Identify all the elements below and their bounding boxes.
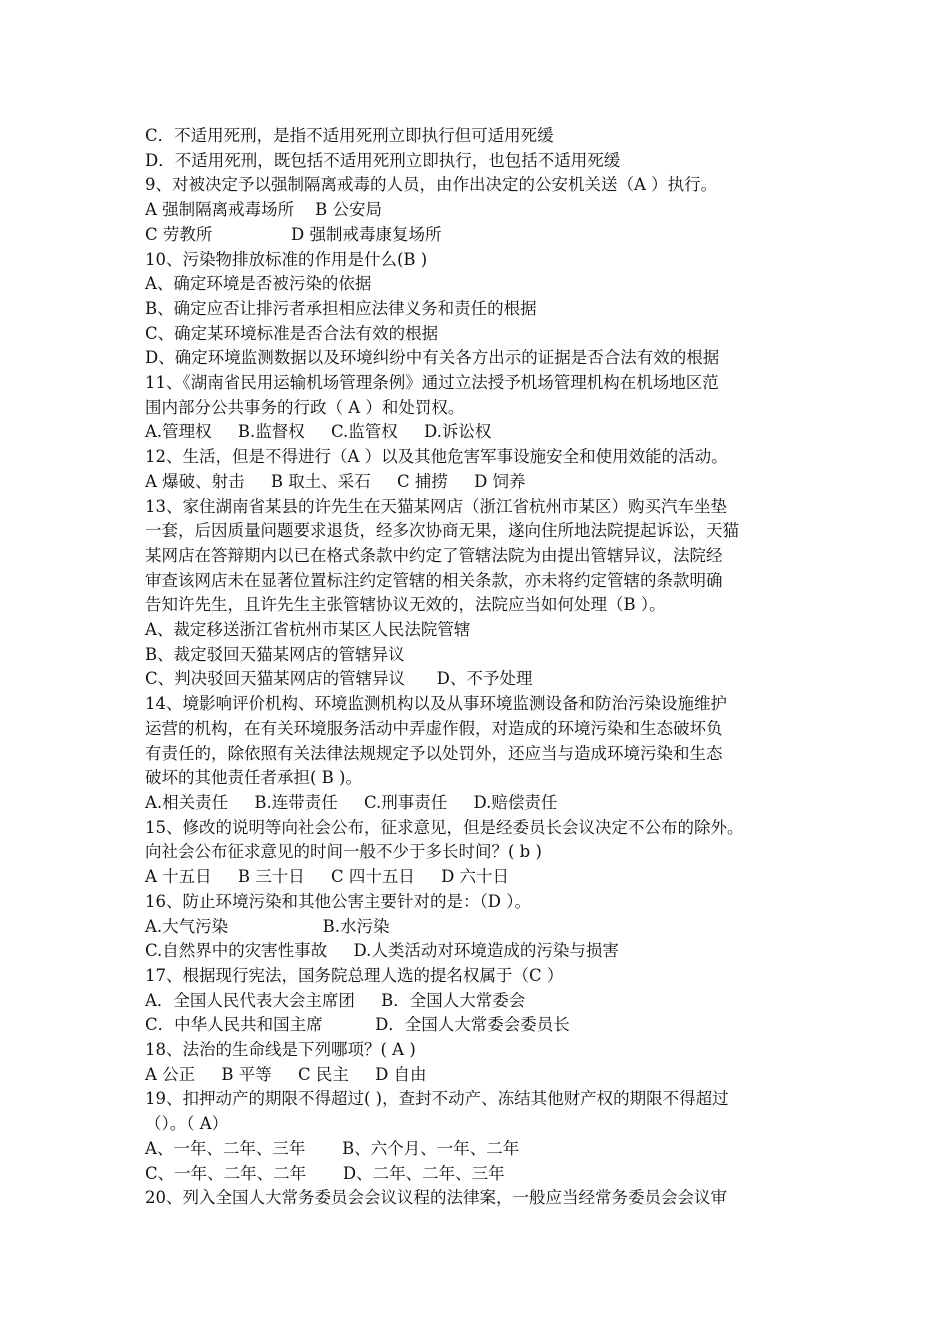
text-line: D、确定环境监测数据以及环境纠纷中有关各方出示的证据是否合法有效的根据 (145, 348, 720, 368)
text-line: 14、境影响评价机构、环境监测机构以及从事环境监测设备和防治污染设施维护 (145, 694, 727, 714)
text-line: A 公正 B 平等 C 民主 D 自由 (145, 1064, 427, 1084)
text-line: 9、对被决定予以强制隔离戒毒的人员，由作出决定的公安机关送（A ）执行。 (145, 175, 718, 195)
text-line: 13、家住湖南省某县的许先生在天猫某网店（浙江省杭州市某区）购买汽车坐垫 (145, 496, 727, 516)
text-line: A 十五日 B 三十日 C 四十五日 D 六十日 (145, 867, 510, 887)
text-line: 17、根据现行宪法，国务院总理人选的提名权属于（C ） (145, 965, 564, 985)
text-line: 16、防止环境污染和其他公害主要针对的是：（D ）。 (145, 891, 531, 911)
text-line: 有责任的，除依照有关法律法规规定予以处罚外，还应当与造成环境污染和生态 (145, 743, 723, 763)
document-page (145, 124, 825, 1211)
text-line: A 爆破、射击 B 取土、采石 C 捕捞 D 饲养 (145, 471, 526, 491)
text-line: 运营的机构，在有关环境服务活动中弄虚作假，对造成的环境污染和生态破坏负 (145, 718, 723, 738)
text-line: C．不适用死刑，是指不适用死刑立即执行但可适用死缓 (145, 126, 554, 145)
text-line: 12、生活，但是不得进行（A ）以及其他危害军事设施安全和使用效能的活动。 (145, 447, 728, 467)
text-line: A、确定环境是否被污染的依据 (145, 274, 372, 294)
text-line: D．不适用死刑，既包括不适用死刑立即执行，也包括不适用死缓 (145, 150, 621, 170)
text-line: A、裁定移送浙江省杭州市某区人民法院管辖 (145, 620, 471, 640)
text-line: 18、法治的生命线是下列哪项？( A ) (145, 1040, 416, 1060)
text-line: C．中华人民共和国主席 D．全国人大常委会委员长 (145, 1015, 570, 1035)
text-line: 向社会公布征求意见的时间一般不少于多长时间？( b ) (145, 842, 542, 862)
text-line: 一套，后因质量问题要求退货，经多次协商无果，遂向住所地法院提起诉讼，天猫 (145, 521, 739, 541)
text-line: C、确定某环境标准是否合法有效的根据 (145, 323, 439, 343)
text-line: C、判决驳回天猫某网店的管辖异议 D、不予处理 (145, 669, 533, 689)
text-line: 围内部分公共事务的行政（ A ）和处罚权。 (145, 397, 465, 417)
text-line: 告知许先生，且许先生主张管辖协议无效的，法院应当如何处理（B ）。 (145, 595, 666, 615)
text-line: C、一年、二年、二年 D、二年、二年、三年 (145, 1163, 505, 1183)
text-line: 某网店在答辩期内以已在格式条款中约定了管辖法院为由提出管辖异议，法院经 (145, 545, 723, 565)
text-line: 15、修改的说明等向社会公布，征求意见，但是经委员长会议决定不公布的除外。 (145, 817, 744, 837)
text-line: 11、《湖南省民用运输机场管理条例》通过立法授予机场管理机构在机场地区范 (145, 373, 719, 393)
text-line: B、确定应否让排污者承担相应法律义务和责任的根据 (145, 298, 537, 318)
text-line: 破坏的其他责任者承担( B )。 (145, 768, 362, 788)
text-line: C.自然界中的灾害性事故 D.人类活动对环境造成的污染与损害 (145, 941, 619, 961)
text-line: A 强制隔离戒毒场所 B 公安局 (145, 200, 383, 220)
text-line: A．全国人民代表大会主席团 B．全国人大常委会 (145, 990, 526, 1010)
text-line: A.大气污染 B.水污染 (145, 916, 390, 936)
text-line: A.相关责任 B.连带责任 C.刑事责任 D.赔偿责任 (145, 792, 558, 812)
text-line: A、一年、二年、三年 B、六个月、一年、二年 (145, 1138, 520, 1158)
text-line: 10、污染物排放标准的作用是什么(B ) (145, 249, 428, 269)
text-line: 19、扣押动产的期限不得超过( )，查封不动产、冻结其他财产权的期限不得超过 (145, 1089, 729, 1109)
text-line: 审查该网店未在显著位置标注约定管辖的相关条款，亦未将约定管辖的条款明确 (145, 570, 723, 590)
text-line: B、裁定驳回天猫某网店的管辖异议 (145, 644, 405, 664)
text-line: C 劳教所 D 强制戒毒康复场所 (145, 224, 442, 244)
text-line: 20、列入全国人大常务委员会会议议程的法律案，一般应当经常务委员会会议审 (145, 1188, 727, 1208)
text-line: A.管理权 B.监督权 C.监管权 D.诉讼权 (145, 422, 492, 442)
text-line: （）。（ A） (145, 1114, 229, 1134)
